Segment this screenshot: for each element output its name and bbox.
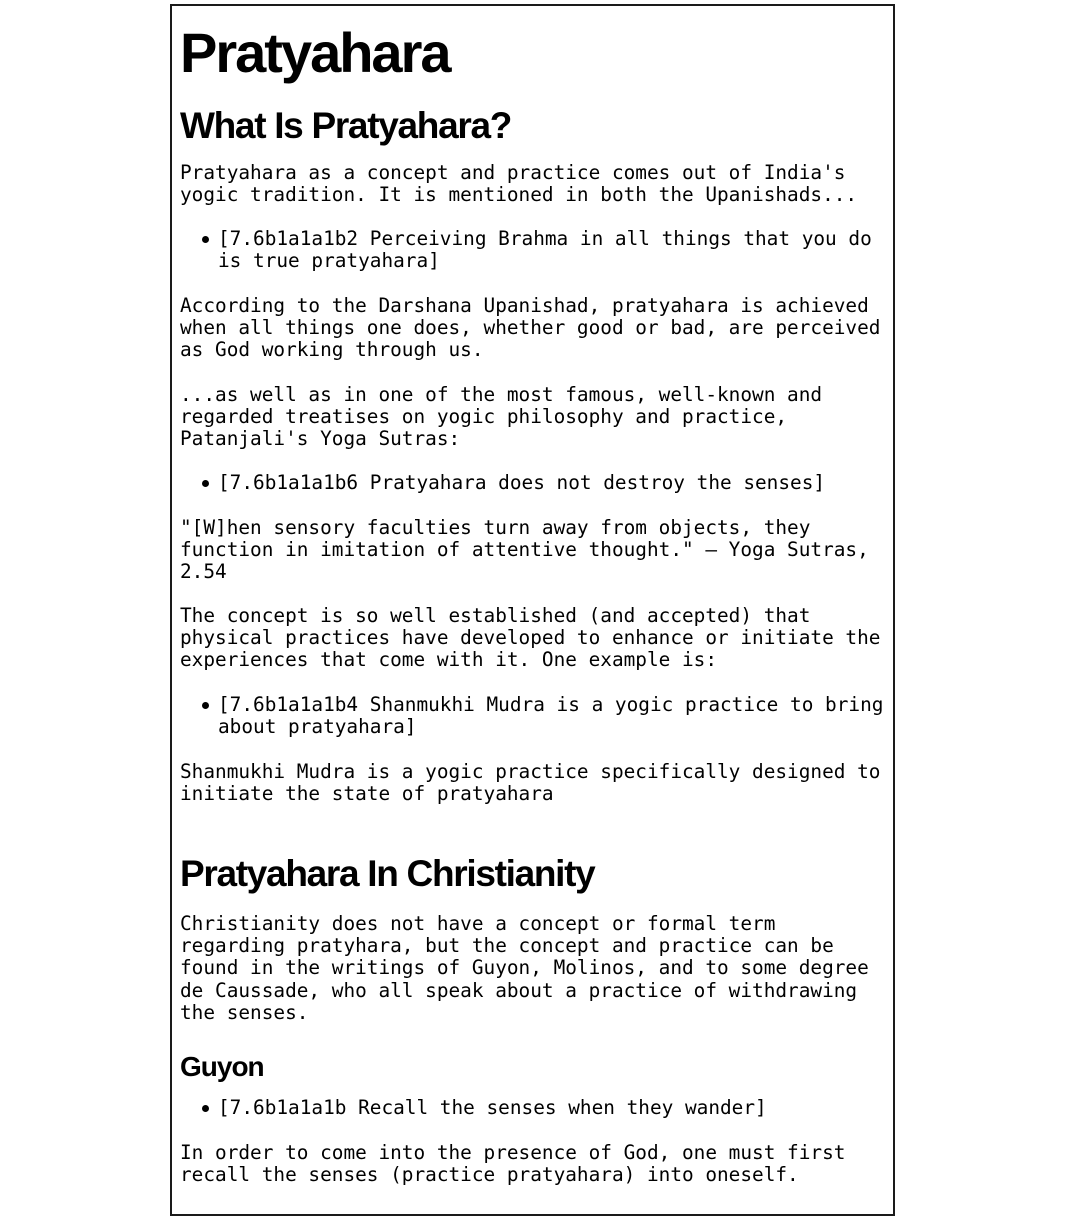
paragraph-darshana: According to the Darshana Upanishad, pratyahara is achieved when all things one does, whether good or bad, are perceived as God working through us.: [180, 294, 893, 362]
paragraph-guyon: In order to come into the presence of God, one must first recall the senses (practice pratyahara) into oneself.: [180, 1141, 858, 1187]
list-item: [7.6b1a1a1b2 Perceiving Brahma in all things that you do is true pratyahara]: [218, 227, 872, 273]
list-item: [7.6b1a1a1b Recall the senses when they wander]: [218, 1096, 767, 1119]
section-heading-what-is: What Is Pratyahara?: [180, 105, 512, 146]
paragraph-concept: The concept is so well established (and accepted) that physical practices have developed to enhance or initiate the experiences that come with it. One example is:: [180, 604, 893, 672]
bullet-marker: [202, 480, 209, 487]
paragraph-patanjali: ...as well as in one of the most famous, well-known and regarded treatises on yogic philosophy and practice, Patanjali's Yoga Sutras:: [180, 383, 834, 451]
bullet-marker: [202, 702, 209, 709]
list-item: [7.6b1a1a1b4 Shanmukhi Mudra is a yogic practice to bring about pratyahara]: [218, 693, 884, 739]
list-item: [7.6b1a1a1b6 Pratyahara does not destroy the senses]: [218, 471, 826, 494]
subheading-guyon: Guyon: [180, 1051, 264, 1082]
section-heading-christianity: Pratyahara In Christianity: [180, 853, 595, 894]
paragraph-shanmukhi: Shanmukhi Mudra is a yogic practice specifically designed to initiate the state of pratyahara: [180, 760, 893, 806]
bullet-marker: [202, 1105, 209, 1112]
page-title: Pratyahara: [180, 21, 450, 84]
paragraph-intro: Pratyahara as a concept and practice comes out of India's yogic tradition. It is mentioned in both the Upanishads...: [180, 161, 858, 207]
quote-yoga-sutras: "[W]hen sensory faculties turn away from objects, they function in imitation of attentive thought." — Yoga Sutras, 2.54: [180, 516, 881, 584]
bullet-marker: [202, 236, 209, 243]
paragraph-christianity: Christianity does not have a concept or formal term regarding pratyhara, but the concept and practice can be found in the writings of Guyon, Molinos, and to some degree de Caussade, who all speak about a practice of withdrawing the senses.: [180, 912, 881, 1024]
